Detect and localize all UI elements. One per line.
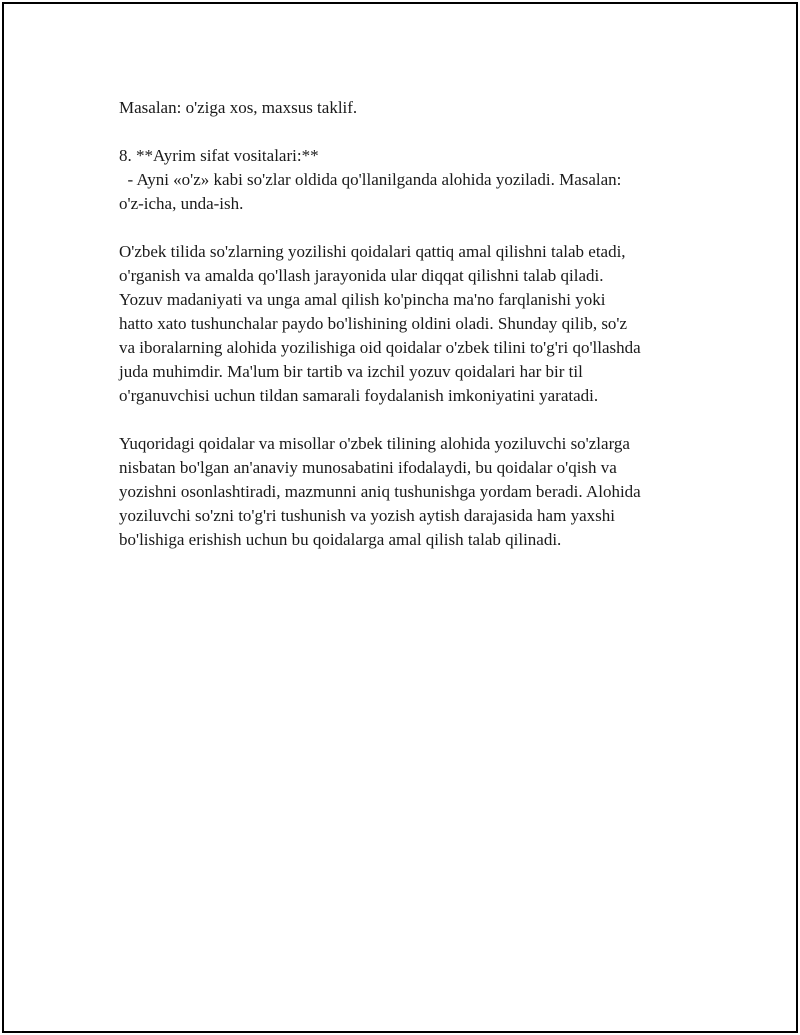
paragraph-line: yoziluvchi so'zni to'g'ri tushunish va yozish aytish darajasida ham yaxshi xyxy=(119,506,615,525)
paragraph-line: yozishni osonlashtiradi, mazmunni aniq tushunishga yordam beradi. Alohida xyxy=(119,482,641,501)
paragraph-line: Yuqoridagi qoidalar va misollar o'zbek tilining alohida yoziluvchi so'zlarga xyxy=(119,434,630,453)
spacer xyxy=(119,120,719,144)
paragraph-line: va iboralarning alohida yozilishiga oid qoidalar o'zbek tilini to'g'ri qo'llashda xyxy=(119,338,641,357)
paragraph-line: O'zbek tilida so'zlarning yozilishi qoidalari qattiq amal qilishni talab etadi, xyxy=(119,242,626,261)
paragraph-line: juda muhimdir. Ma'lum bir tartib va izchil yozuv qoidalari har bir til xyxy=(119,362,583,381)
paragraph-line: Yozuv madaniyati va unga amal qilish ko'pincha ma'no farqlanishi yoki xyxy=(119,290,606,309)
paragraph-line: nisbatan bo'lgan an'anaviy munosabatini ifodalaydi, bu qoidalar o'qish va xyxy=(119,458,617,477)
paragraph-line: hatto xato tushunchalar paydo bo'lishining oldini oladi. Shunday qilib, so'z xyxy=(119,314,628,333)
document-page xyxy=(2,2,798,1033)
paragraph-line: o'rganish va amalda qo'llash jarayonida ular diqqat qilishni talab qiladi. xyxy=(119,266,604,285)
bullet-line: - Ayni «o'z» kabi so'zlar oldida qo'llanilganda alohida yoziladi. Masalan: xyxy=(119,170,622,189)
spacer xyxy=(119,216,719,240)
paragraph-line: o'rganuvchisi uchun tildan samarali foydalanish imkoniyatini yaratadi. xyxy=(119,386,599,405)
intro-line: Masalan: o'ziga xos, maxsus taklif. xyxy=(119,98,358,117)
paragraph-line: bo'lishiga erishish uchun bu qoidalarga amal qilish talab qilinadi. xyxy=(119,530,562,549)
bullet-line-continuation: o'z-icha, unda-ish. xyxy=(119,194,244,213)
section-heading: 8. **Ayrim sifat vositalari:** xyxy=(119,146,319,165)
document-body xyxy=(119,96,719,552)
spacer xyxy=(119,408,719,432)
